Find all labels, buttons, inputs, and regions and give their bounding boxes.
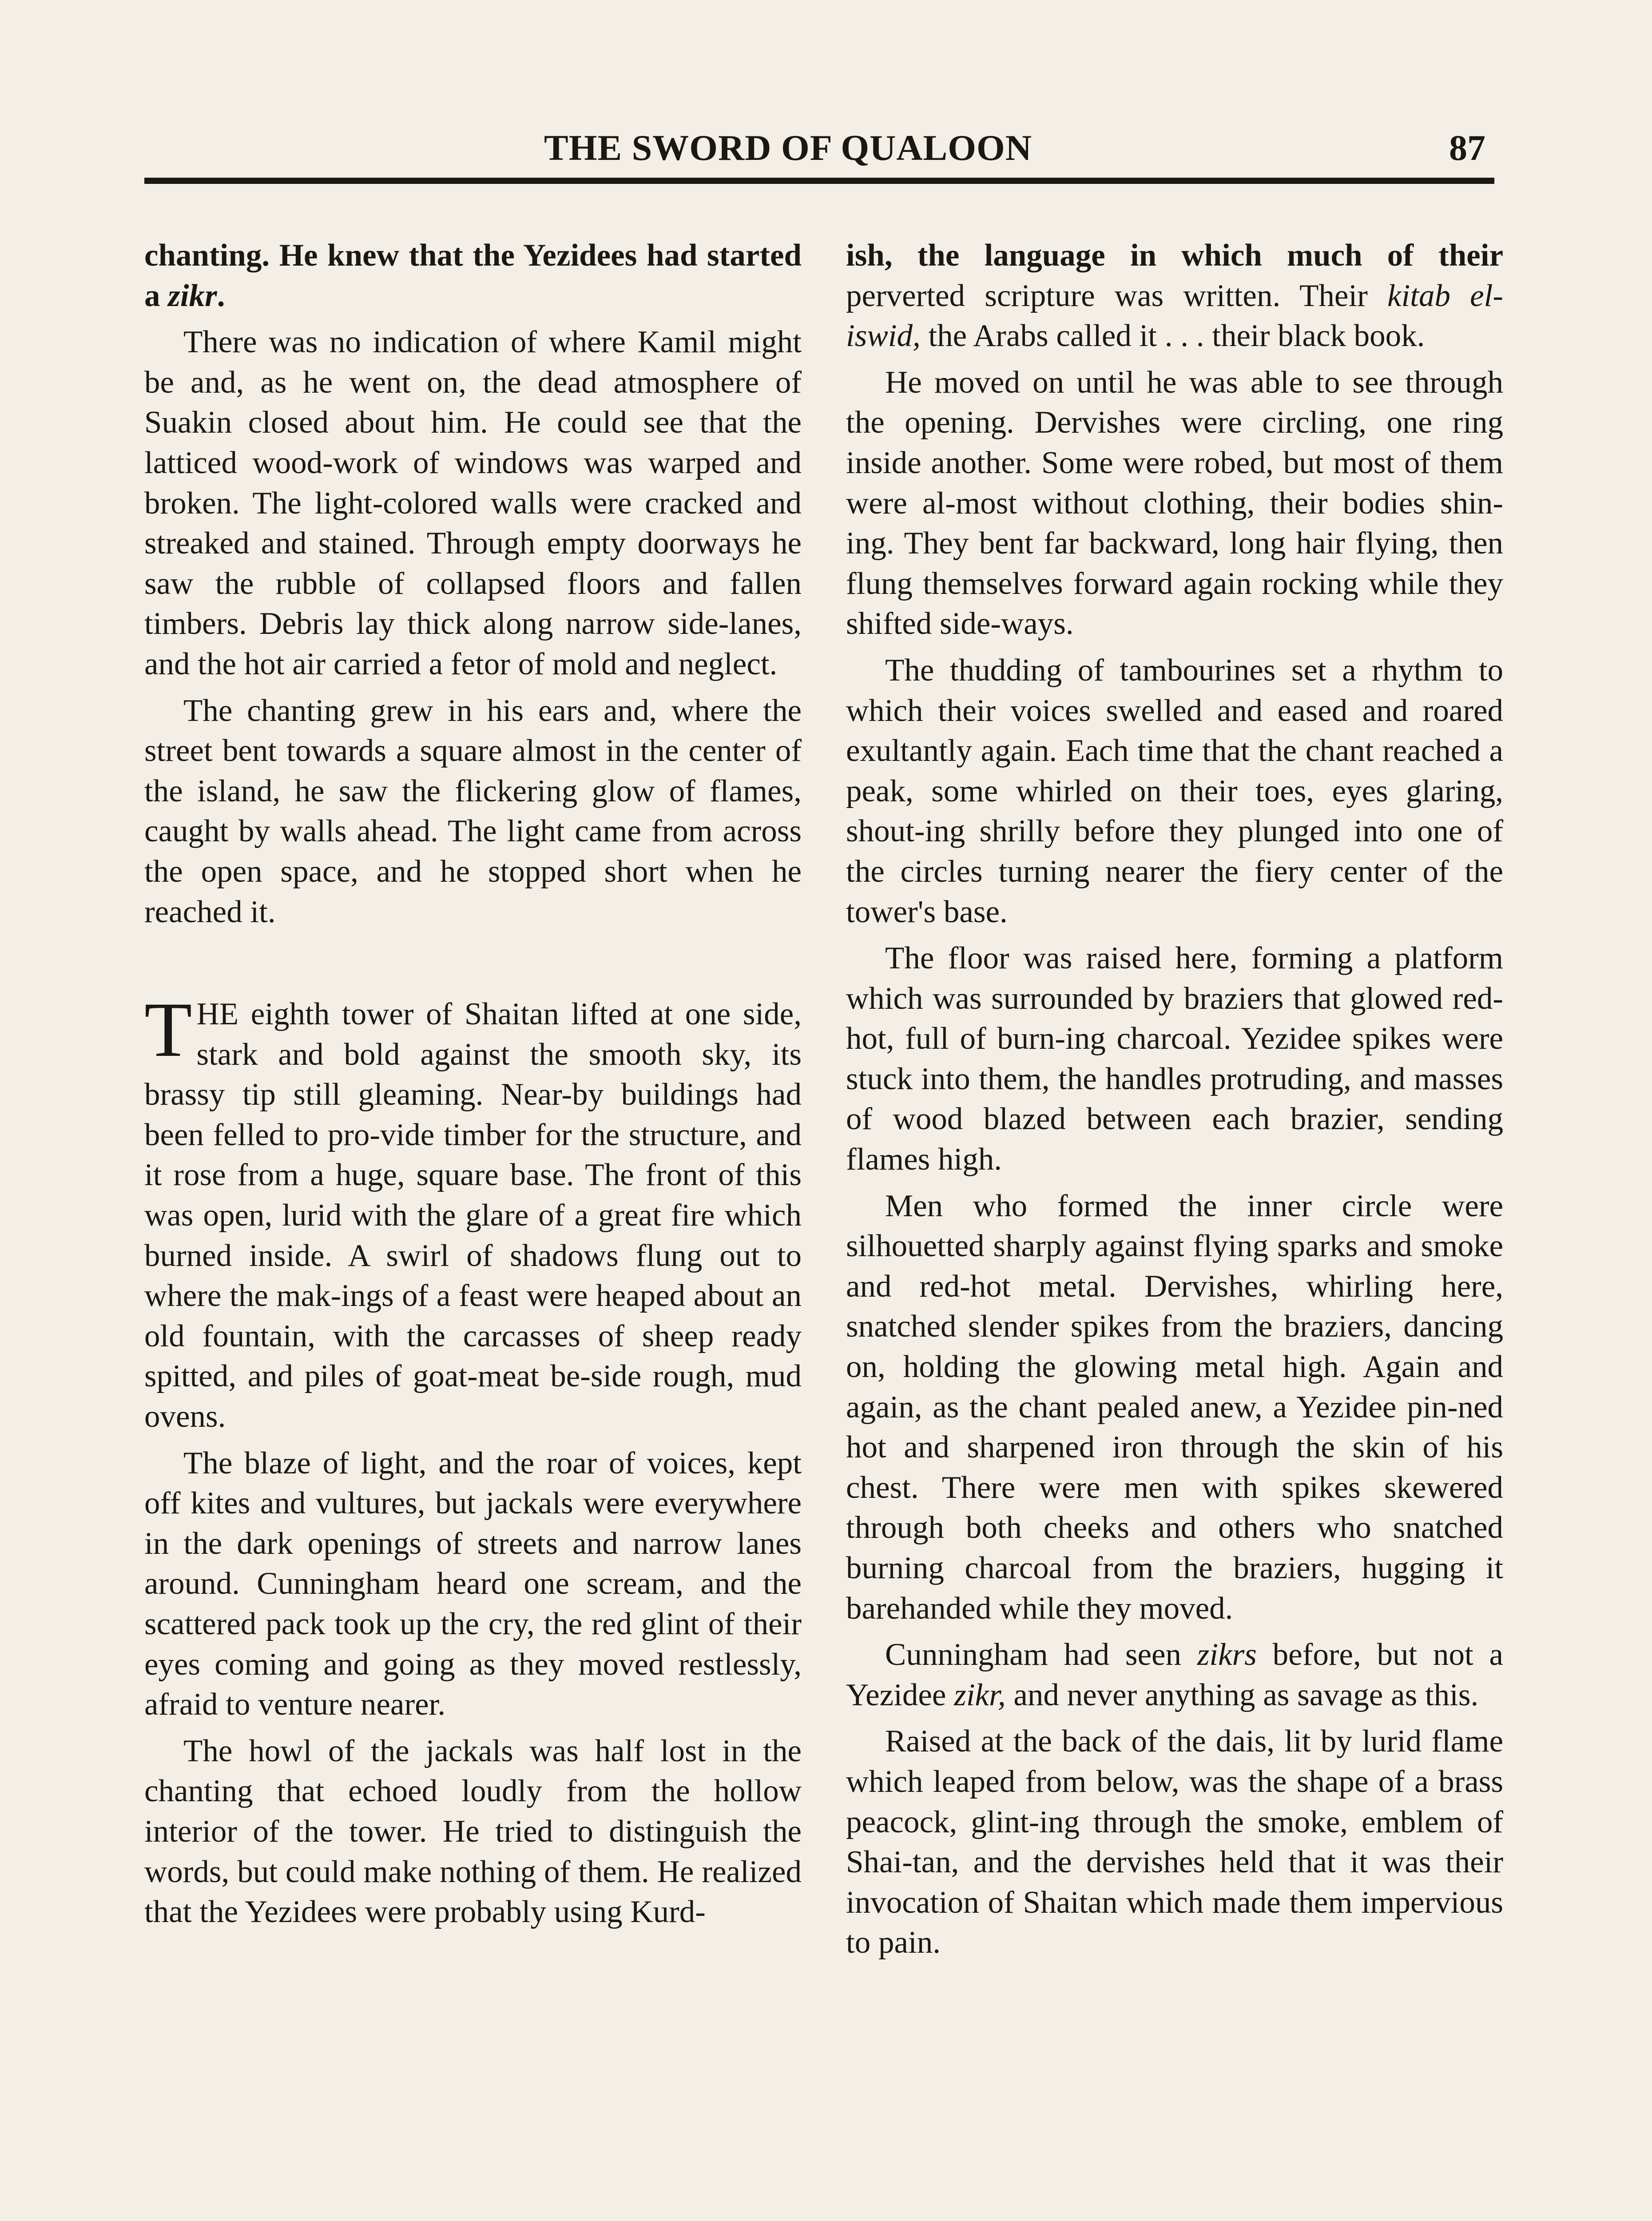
header-rule <box>144 178 1494 184</box>
paragraph: There was no indication of where Kamil might be and, as he went on, the dead atmosphere of Suakin closed about him. He could see that the latticed wood-work of windows was warped and broken. The light-colored walls were cracked and streaked and stained. Through empty doorways he saw the rubble of collapsed floors and fallen timbers. Debris lay thick along narrow side-lanes, and the hot air carried a fetor of mold and neglect. <box>144 325 802 681</box>
paragraph: The chanting grew in his ears and, where the street bent towards a square almost in the center of the island, he saw the flickering glow of flames, caught by walls ahead. The light came from across the open space, and he stopped short when he reached it. <box>144 693 802 929</box>
paragraph: The floor was raised here, forming a platform which was surrounded by braziers that glowed red-hot, full of burn-ing charcoal. Yezidee spikes were stuck into them, the handles protruding, and masses of wood blazed between each brazier, sending flames high. <box>846 941 1503 1177</box>
running-title: THE SWORD OF QUALOON <box>544 127 1032 168</box>
text-run: perverted scripture was written. Their <box>846 278 1387 313</box>
text-run-italic: kitab el-iswid, <box>846 278 1503 354</box>
text-run: ish, the language in which much of their <box>846 238 1503 273</box>
paragraph <box>846 235 1503 356</box>
text-run: chanting. He knew that the Yezidees had started a <box>144 238 802 313</box>
text-run: and never anything as savage as this. <box>1005 1677 1479 1712</box>
paragraph: Raised at the back of the dais, lit by lurid flame which leaped from below, was the shape of a brass peacock, glint-ing through the smoke, emblem of Shai-tan, and the dervishes held that it was their invocation of Shaitan which made them impervious to pain. <box>846 1724 1503 1960</box>
text-run: the Arabs called it . . . their black book. <box>920 318 1425 354</box>
drop-cap: T <box>144 987 192 1074</box>
paragraph <box>144 235 802 316</box>
paragraph: The thudding of tambourines set a rhythm to which their voices swelled and eased and roared exultantly again. Each time that the chant reached a peak, some whirled on their toes, eyes glaring, shout-ing shrilly before they plunged into one of the circles turning nearer the fiery center of the tower's base. <box>846 653 1503 929</box>
section-opening-paragraph <box>144 987 802 1437</box>
text-run: . <box>217 278 225 313</box>
right-column <box>846 235 1503 1963</box>
paragraph: He moved on until he was able to see through the opening. Dervishes were circling, one ring inside another. Some were robed, but most of them were al-most without clothing, their bodies shin-ing. They bent far backward, long hair flying, then flung themselves forward again rocking while they shifted side-ways. <box>846 365 1503 641</box>
text-run-italic: zikr, <box>954 1677 1006 1712</box>
text-run-italic: zikr <box>168 278 217 313</box>
text-run-italic: zikrs <box>1197 1637 1257 1672</box>
paragraph: The howl of the jackals was half lost in the chanting that echoed loudly from the hollow interior of the tower. He tried to distinguish the words, but could make nothing of them. He realized that the Yezidees were probably using Kurd- <box>144 1733 802 1930</box>
paragraph: The blaze of light, and the roar of voices, kept off kites and vultures, but jackals were everywhere in the dark openings of streets and narrow lanes around. Cunningham heard one scream, and the scattered pack took up the cry, the red glint of their eyes coming and going as they moved restlessly, afraid to venture nearer. <box>144 1445 802 1722</box>
text-run: before, but not a Yezidee <box>846 1637 1503 1712</box>
paragraph: Men who formed the inner circle were silhouetted sharply against flying sparks and smoke and red-hot metal. Dervishes, whirling here, snatched slender spikes from the braziers, dancing on, holding the glowing metal high. Again and again, as the chant pealed anew, a Yezidee pin-ned hot and sharpened iron through the skin of his chest. There were men with spikes skewered through both cheeks and others who snatched burning charcoal from the braziers, hugging it barehanded while they moved. <box>846 1188 1503 1626</box>
running-header <box>144 123 1494 177</box>
page-number: 87 <box>1449 127 1485 168</box>
text-run: HE eighth tower of Shaitan lifted at one side, stark and bold against the smooth sky, its brassy tip still gleaming. Near-by buildings had been felled to pro-vide timber for the structure, and it rose from a huge, square base. The front of this was open, lurid with the glare of a great fire which burned inside. A swirl of shadows flung out to where the mak-ings of a feast were heaped about an old fountain, with the carcasses of sheep ready spitted, and piles of goat-meat be-side rough, mud ovens. <box>144 997 802 1434</box>
left-column <box>144 235 802 1932</box>
text-run: Cunningham had seen <box>885 1637 1197 1672</box>
paragraph <box>846 1635 1503 1715</box>
